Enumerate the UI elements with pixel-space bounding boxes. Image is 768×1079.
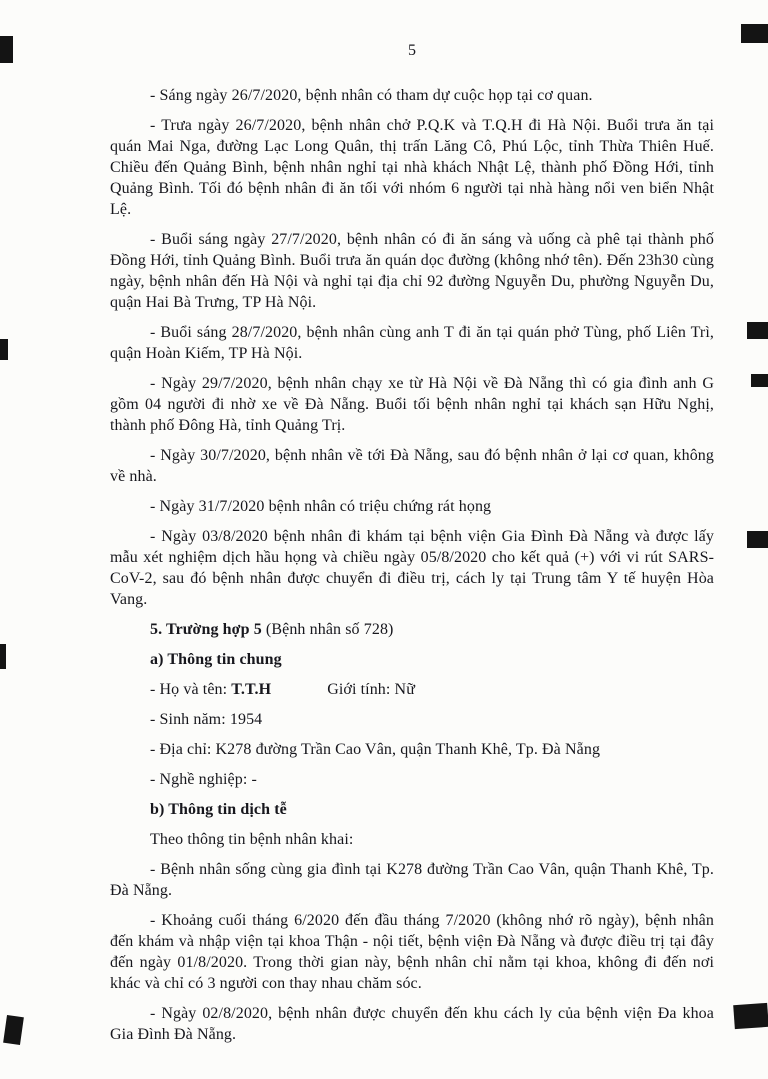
epi-intro: Theo thông tin bệnh nhân khai: [150, 831, 354, 848]
name-value: T.T.H [231, 681, 272, 698]
info-birth-line: - Sinh năm: 1954 [150, 711, 263, 728]
case-heading [110, 619, 714, 640]
scan-artifact [747, 322, 768, 339]
scan-artifact [751, 374, 768, 387]
timeline-paragraph: - Buổi sáng 28/7/2020, bệnh nhân cùng anh T đi ăn tại quán phở Tùng, phố Liên Trì, quận Hoàn Kiếm, TP Hà Nội. [110, 324, 714, 362]
epi-paragraph: - Ngày 02/8/2020, bệnh nhân được chuyển đến khu cách ly của bệnh viện Đa khoa Gia Đình Đà Nẵng. [110, 1005, 714, 1043]
timeline-paragraph: - Buổi sáng ngày 27/7/2020, bệnh nhân có đi ăn sáng và uống cà phê tại thành phố Đồng Hới, tỉnh Quảng Bình. Buổi trưa ăn quán dọc đường (không nhớ tên). Đến 23h30 cùng ngày, bệnh nhân đến Hà Nội và nghỉ tại địa chỉ 92 đường Nguyễn Du, phường Nguyễn Du, quận Hai Bà Trưng, TP Hà Nội. [110, 231, 714, 311]
name-label: - Họ và tên: [150, 681, 232, 698]
timeline-paragraph: - Ngày 29/7/2020, bệnh nhân chạy xe từ Hà Nội về Đà Nẵng thì có gia đình anh G gồm 04 người đi nhờ xe về Đà Nẵng. Buổi tối bệnh nhân nghỉ tại khách sạn Hữu Nghị, thành phố Đông Hà, tỉnh Quảng Trị. [110, 375, 714, 434]
scan-artifact [0, 339, 8, 360]
timeline-paragraph: - Sáng ngày 26/7/2020, bệnh nhân có tham dự cuộc họp tại cơ quan. [150, 87, 593, 104]
info-address-line: - Địa chỉ: K278 đường Trần Cao Vân, quận Thanh Khê, Tp. Đà Nẵng [150, 741, 601, 758]
timeline-paragraph: - Trưa ngày 26/7/2020, bệnh nhân chở P.Q.K và T.Q.H đi Hà Nội. Buổi trưa ăn tại quán Mai Nga, đường Lạc Long Quân, thị trấn Lăng Cô, Phú Lộc, tỉnh Thừa Thiên Huế. Chiều đến Quảng Bình, bệnh nhân nghỉ tại nhà khách Nhật Lệ, thành phố Đồng Hới, tỉnh Quảng Bình. Tối đó bệnh nhân đi ăn tối với nhóm 6 người tại nhà hàng nổi ven biển Nhật Lệ. [110, 117, 714, 218]
timeline-paragraph: - Ngày 03/8/2020 bệnh nhân đi khám tại bệnh viện Gia Đình Đà Nẵng và được lấy mẫu xét nghiệm dịch hầu họng và chiều ngày 05/8/2020 cho kết quả (+) với vi rút SARS-CoV-2, sau đó bệnh nhân được chuyển đi điều trị, cách ly tại Trung tâm Y tế huyện Hòa Vang. [110, 528, 714, 608]
scan-artifact [0, 644, 6, 669]
section-a-title: a) Thông tin chung [150, 651, 282, 668]
scan-artifact [3, 1015, 24, 1045]
epi-paragraph: - Bệnh nhân sống cùng gia đình tại K278 đường Trần Cao Vân, quận Thanh Khê, Tp. Đà Nẵng. [110, 861, 714, 899]
document-content [110, 40, 714, 1045]
scan-artifact [0, 36, 13, 63]
scan-artifact [733, 1003, 768, 1029]
scan-artifact [741, 24, 768, 43]
section-b-title: b) Thông tin dịch tễ [150, 801, 287, 818]
timeline-paragraph: - Ngày 31/7/2020 bệnh nhân có triệu chứng rát họng [150, 498, 492, 515]
timeline-paragraph: - Ngày 30/7/2020, bệnh nhân về tới Đà Nẵng, sau đó bệnh nhân ở lại cơ quan, không về nhà. [110, 447, 714, 485]
case-heading-patient: (Bệnh nhân số 728) [265, 621, 394, 638]
info-occupation-line: - Nghề nghiệp: - [150, 771, 257, 788]
epi-paragraph: - Khoảng cuối tháng 6/2020 đến đầu tháng 7/2020 (không nhớ rõ ngày), bệnh nhân đến khám và nhập viện tại khoa Thận - nội tiết, bệnh viện Đà Nẵng và được điều trị tại đây đến ngày 01/8/2020. Trong thời gian này, bệnh nhân chỉ nằm tại khoa, không đi đến nơi khác và chỉ có 3 người con thay nhau chăm sóc. [110, 912, 714, 992]
info-name-line [110, 679, 714, 700]
gender-value: Giới tính: Nữ [327, 681, 415, 698]
page-number: 5 [407, 42, 417, 59]
scan-artifact [747, 531, 768, 548]
case-heading-number: 5. Trường hợp 5 [150, 621, 266, 638]
